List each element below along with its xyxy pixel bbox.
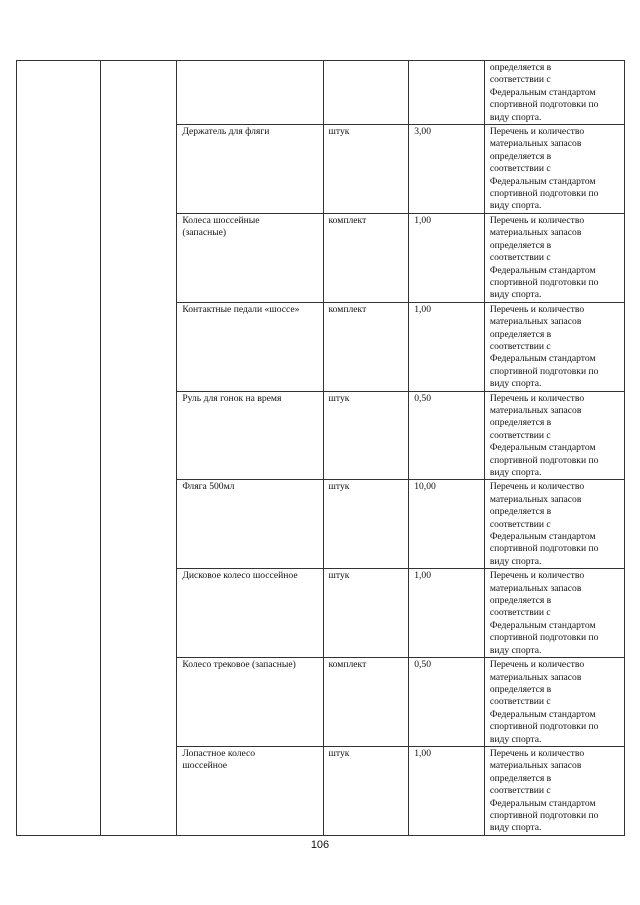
quantity-cell bbox=[409, 569, 485, 658]
unit-cell bbox=[323, 61, 409, 125]
item-quantity: 1,00 bbox=[414, 214, 431, 226]
item-note: Перечень и количество материальных запасов определяется в соответствии с Федеральным стандартом спортивной подготовки по виду спорта. bbox=[489, 659, 599, 745]
unit-cell bbox=[323, 213, 409, 302]
item-note: Перечень и количество материальных запасов определяется в соответствии с Федеральным стандартом спортивной подготовки по виду спорта. bbox=[489, 570, 599, 656]
unit-cell bbox=[323, 391, 409, 480]
quantity-cell bbox=[409, 746, 485, 835]
item-quantity: 1,00 bbox=[414, 570, 431, 582]
item-name: Фляга 500мл bbox=[182, 481, 235, 493]
item-note: Перечень и количество материальных запасов определяется в соответствии с Федеральным стандартом спортивной подготовки по виду спорта. bbox=[489, 303, 599, 390]
item-quantity: 10,00 bbox=[414, 481, 436, 493]
item-name-cell bbox=[177, 391, 323, 480]
item-quantity: 0,50 bbox=[414, 392, 431, 404]
unit-cell bbox=[323, 569, 409, 658]
quantity-cell bbox=[409, 61, 485, 125]
unit-cell bbox=[323, 746, 409, 835]
item-note: определяется в соответствии с Федеральным стандартом спортивной подготовки по виду спорта. bbox=[489, 62, 599, 123]
item-note: Перечень и количество материальных запасов определяется в соответствии с Федеральным стандартом спортивной подготовки по виду спорта. bbox=[489, 214, 599, 301]
note-cell bbox=[484, 569, 624, 658]
note-cell bbox=[484, 125, 624, 214]
item-note: Перечень и количество материальных запасов определяется в соответствии с Федеральным стандартом спортивной подготовки по виду спорта. bbox=[489, 392, 599, 478]
item-note: Перечень и количество материальных запасов определяется в соответствии с Федеральным стандартом спортивной подготовки по виду спорта. bbox=[489, 747, 599, 834]
item-name: Лопастное колесо шоссейное bbox=[182, 747, 256, 772]
item-quantity: 1,00 bbox=[414, 747, 431, 759]
unit-cell bbox=[323, 125, 409, 214]
note-cell bbox=[484, 658, 624, 747]
item-quantity: 0,50 bbox=[414, 659, 431, 671]
inventory-table bbox=[16, 60, 625, 836]
quantity-cell bbox=[409, 391, 485, 480]
unit-cell bbox=[323, 480, 409, 569]
item-note: Перечень и количество материальных запасов определяется в соответствии с Федеральным стандартом спортивной подготовки по виду спорта. bbox=[489, 481, 599, 567]
item-name: Контактные педали «шоссе» bbox=[182, 303, 300, 315]
item-unit: штук bbox=[328, 481, 350, 493]
item-name-cell bbox=[177, 302, 323, 391]
merged-cell-b bbox=[100, 61, 177, 836]
table-row bbox=[17, 61, 625, 125]
item-unit: комплект bbox=[328, 214, 367, 226]
quantity-cell bbox=[409, 302, 485, 391]
note-cell bbox=[484, 61, 624, 125]
merged-cell-a bbox=[17, 61, 101, 836]
item-unit: комплект bbox=[328, 303, 367, 315]
note-cell bbox=[484, 302, 624, 391]
note-cell bbox=[484, 391, 624, 480]
item-unit: штук bbox=[328, 570, 350, 582]
unit-cell bbox=[323, 302, 409, 391]
item-unit: штук bbox=[328, 392, 350, 404]
quantity-cell bbox=[409, 125, 485, 214]
item-unit: штук bbox=[328, 126, 350, 138]
item-name: Руль для гонок на время bbox=[182, 392, 282, 404]
item-name-cell bbox=[177, 658, 323, 747]
item-unit: штук bbox=[328, 747, 350, 759]
item-name-cell bbox=[177, 61, 323, 125]
unit-cell bbox=[323, 658, 409, 747]
item-name: Держатель для фляги bbox=[182, 126, 270, 138]
note-cell bbox=[484, 480, 624, 569]
quantity-cell bbox=[409, 213, 485, 302]
item-name-cell bbox=[177, 569, 323, 658]
note-cell bbox=[484, 213, 624, 302]
item-name-cell bbox=[177, 125, 323, 214]
item-name: Колесо трековое (запасные) bbox=[182, 659, 296, 671]
quantity-cell bbox=[409, 658, 485, 747]
item-note: Перечень и количество материальных запасов определяется в соответствии с Федеральным стандартом спортивной подготовки по виду спорта. bbox=[489, 126, 599, 212]
quantity-cell bbox=[409, 480, 485, 569]
item-unit: комплект bbox=[328, 659, 367, 671]
item-name-cell bbox=[177, 213, 323, 302]
item-name-cell bbox=[177, 480, 323, 569]
item-quantity: 3,00 bbox=[414, 126, 431, 138]
item-quantity: 1,00 bbox=[414, 303, 431, 315]
item-name-cell bbox=[177, 746, 323, 835]
item-name: Колеса шоссейные (запасные) bbox=[182, 214, 260, 239]
page-number: 106 bbox=[310, 839, 330, 851]
item-name: Дисковое колесо шоссейное bbox=[182, 570, 298, 582]
note-cell bbox=[484, 746, 624, 835]
